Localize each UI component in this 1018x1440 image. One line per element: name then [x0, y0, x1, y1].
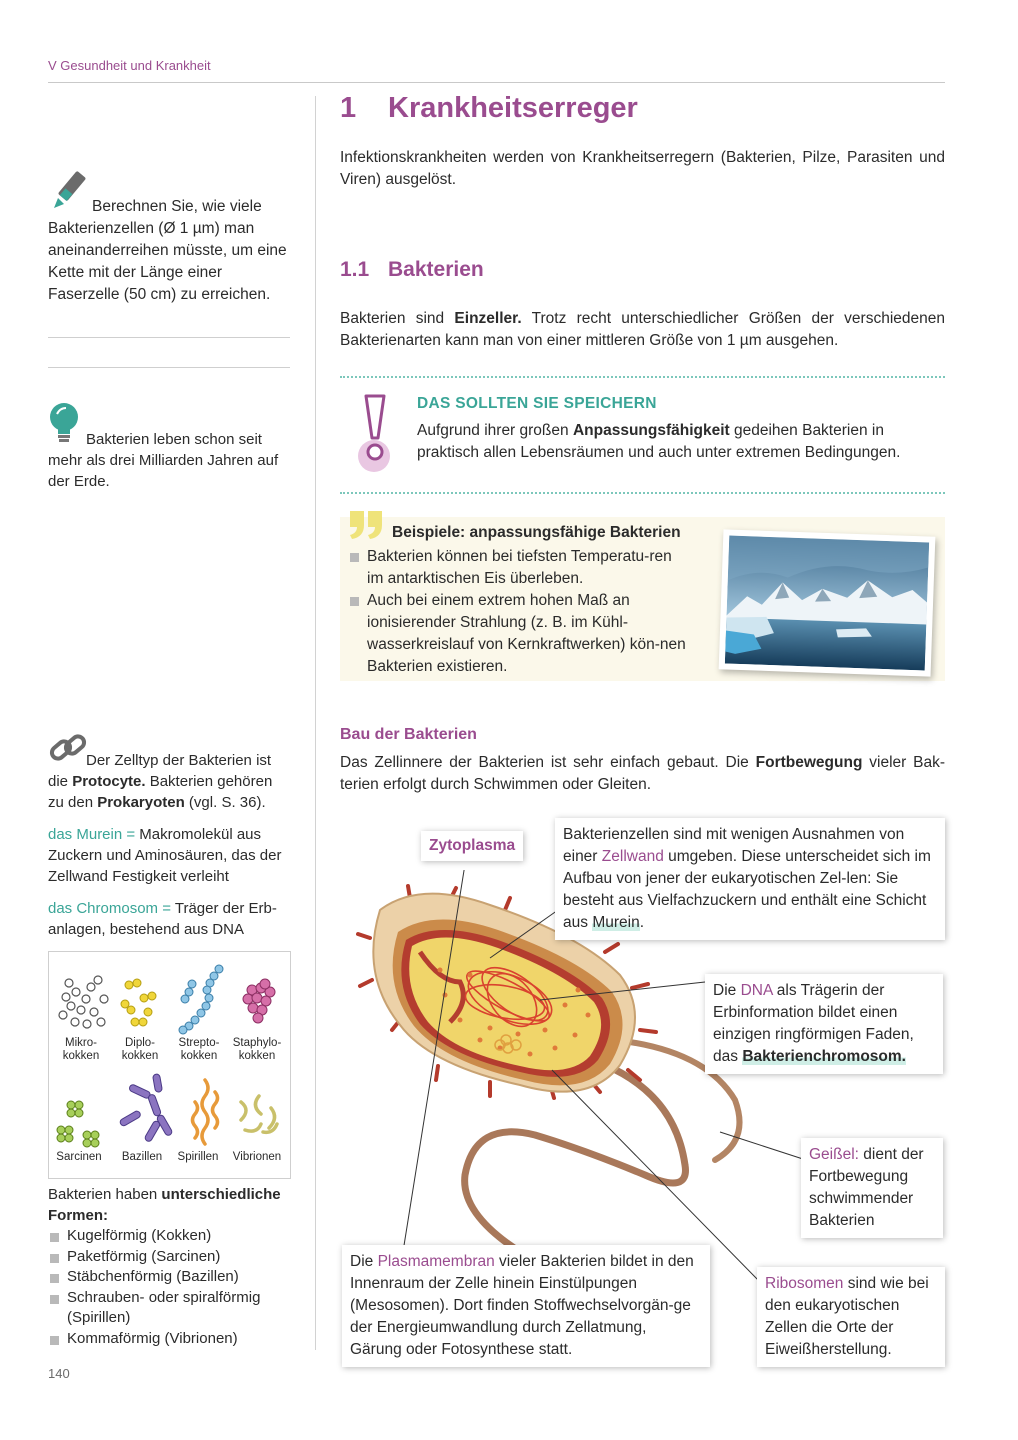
column-divider	[315, 96, 316, 1350]
page-number: 140	[48, 1366, 70, 1381]
link-text: (vgl. S. 36).	[184, 794, 266, 811]
bazillen-drawing	[119, 1074, 173, 1143]
mikrokokken-drawing	[59, 976, 108, 1028]
streptokokken-drawing	[179, 965, 223, 1034]
forms-intro-bold: unterschiedliche Formen:	[48, 1186, 281, 1224]
sidebar-divider	[48, 367, 290, 368]
form-caption-bazillen: Bazillen	[121, 1151, 163, 1163]
glossary-chromosom	[48, 898, 290, 940]
list-item: Stäbchenförmig (Bazillen)	[48, 1267, 290, 1288]
examples-list	[348, 546, 688, 678]
zytoplasma-label: Zytoplasma	[421, 831, 523, 861]
antarctic-photo	[719, 529, 936, 676]
form-caption-sarcinen: Sarcinen	[56, 1151, 102, 1163]
diplokokken-drawing	[121, 979, 156, 1026]
link-text: Bakterien gehören zu den	[48, 773, 273, 811]
zellwand-callout: Bakterienzellen sind mit wenigen Ausnahmen von einer Zellwand umgeben. Diese unterscheidet sich im Aufbau von jener der eukaryotischen Zel-len: Sie besteht aus Vielfachzuckern und enthält eine Schicht aus Murein.	[555, 818, 945, 940]
chapter-title	[340, 92, 638, 125]
section-number: 1.1	[340, 258, 370, 281]
quote-icon	[346, 509, 388, 546]
vibrionen-drawing	[241, 1096, 277, 1132]
form-caption-diplokokken: Diplo- kokken	[121, 1037, 159, 1062]
dna-callout: Die DNA als Trägerin der Erbinformation bildet einen einzigen ringförmigen Faden, das Bakterienchromosom.	[705, 974, 943, 1074]
glossary-definition: Träger der Erb-anlagen, bestehend aus DNA	[48, 900, 277, 938]
ribosomen-callout: Ribosomen sind wie bei den eukaryotischen Zellen die Orte der Eiweißherstellung.	[757, 1267, 945, 1367]
bau-paragraph: Das Zellinnere der Bakterien ist sehr einfach gebaut. Die Fortbewegung vieler Bak-terien erfolgt durch Schwimmen oder Gleiten.	[340, 754, 946, 793]
chapter-title-text: Krankheitserreger	[388, 92, 638, 124]
form-caption-vibrionen: Vibrionen	[232, 1151, 282, 1163]
exclamation-icon	[352, 392, 398, 481]
chapter-intro: Infektionskrankheiten werden von Krankheitserregern (Bakterien, Pilze, Parasiten und Viren) ausgelöst.	[340, 149, 945, 188]
list-item: Schrauben- oder spiralförmig (Spirillen)	[48, 1288, 290, 1329]
spirillen-drawing	[193, 1080, 218, 1144]
task-text: Berechnen Sie, wie viele Bakterienzellen (Ø 1 µm) man aneinanderreihen müsste, um eine Kette mit der Länge einer Faserzelle (50 cm) zu erreichen.	[48, 198, 287, 303]
list-item: Paketförmig (Sarcinen)	[48, 1247, 290, 1268]
plasmamembran-callout: Die Plasmamembran vieler Bakterien bildet in den Innenraum der Zelle hinein Einstülpungen (Mesosomen). Dort finden Stoffwechselvorgän-ge der Energieumwandlung durch Zellatmung, Gärung oder Fotosynthese statt.	[342, 1245, 710, 1367]
prokaryoten-term: Prokaryoten	[97, 794, 185, 811]
chapter-number: 1	[340, 92, 357, 124]
sidebar-divider	[48, 337, 290, 338]
protocyte-term: Protocyte.	[72, 773, 146, 790]
header-divider	[48, 82, 945, 83]
geissel-callout: Geißel: dient der Fortbewegung schwimmender Bakterien	[801, 1138, 943, 1238]
link-text: Der Zelltyp der Bakterien ist die	[48, 752, 272, 790]
memo-bottom-border	[340, 492, 945, 494]
glossary-term: das Murein =	[48, 826, 136, 843]
sarcinen-drawing	[57, 1101, 99, 1147]
sidebar-link-note	[48, 750, 290, 813]
section-title-text: Bakterien	[388, 258, 484, 281]
list-item: Auch bei einem extrem hohen Maß an ionisierender Strahlung (z. B. im Kühl-wasserkreislauf von Kernkraftwerken) kön-nen Bakterien existieren.	[348, 590, 688, 678]
list-item: Bakterien können bei tiefsten Temperatu-ren im antarktischen Eis überleben.	[348, 546, 688, 590]
forms-intro	[48, 1184, 290, 1226]
section-title	[340, 258, 484, 282]
list-item: Kugelförmig (Kokken)	[48, 1226, 290, 1247]
info-text: Bakterien leben schon seit mehr als drei Milliarden Jahren auf der Erde.	[48, 431, 279, 490]
form-caption-spirillen: Spirillen	[177, 1151, 219, 1163]
form-caption-staphylokokken: Staphylo- kokken	[232, 1037, 282, 1062]
form-caption-streptokokken: Strepto- kokken	[178, 1037, 220, 1062]
examples-title: Beispiele: anpassungsfähige Bakterien	[392, 524, 681, 541]
forms-intro-text: Bakterien haben	[48, 1186, 162, 1203]
glossary-definition: Makromolekül aus Zuckern und Aminosäuren, das der Zellwand Festigkeit verleiht	[48, 826, 282, 885]
sidebar-info	[48, 429, 290, 492]
form-caption-mikrokokken: Mikro- kokken	[62, 1037, 100, 1062]
subsection-title: Bau der Bakterien	[340, 726, 477, 743]
memo-title: DAS SOLLTEN SIE SPEICHERN	[417, 395, 657, 412]
sidebar-task	[48, 196, 290, 306]
memo-text: Aufgrund ihrer großen Anpassungsfähigkeit gedeihen Bakterien in praktisch allen Lebensräumen und auch unter extremen Bedingungen.	[417, 422, 901, 461]
running-head: V Gesundheit und Krankheit	[48, 58, 211, 73]
memo-top-border	[340, 376, 945, 378]
glossary-murein	[48, 824, 290, 887]
bacteria-forms-figure	[48, 951, 291, 1179]
staphylokokken-drawing	[243, 979, 275, 1023]
glossary-term: das Chromosom =	[48, 900, 171, 917]
section-paragraph: Bakterien sind Einzeller. Trotz recht unterschiedlicher Größen der verschiedenen Bakterienarten kann man von einer mittleren Größe von 1 µm ausgehen.	[340, 310, 945, 349]
forms-list	[48, 1226, 290, 1349]
list-item: Kommaförmig (Vibrionen)	[48, 1329, 290, 1350]
